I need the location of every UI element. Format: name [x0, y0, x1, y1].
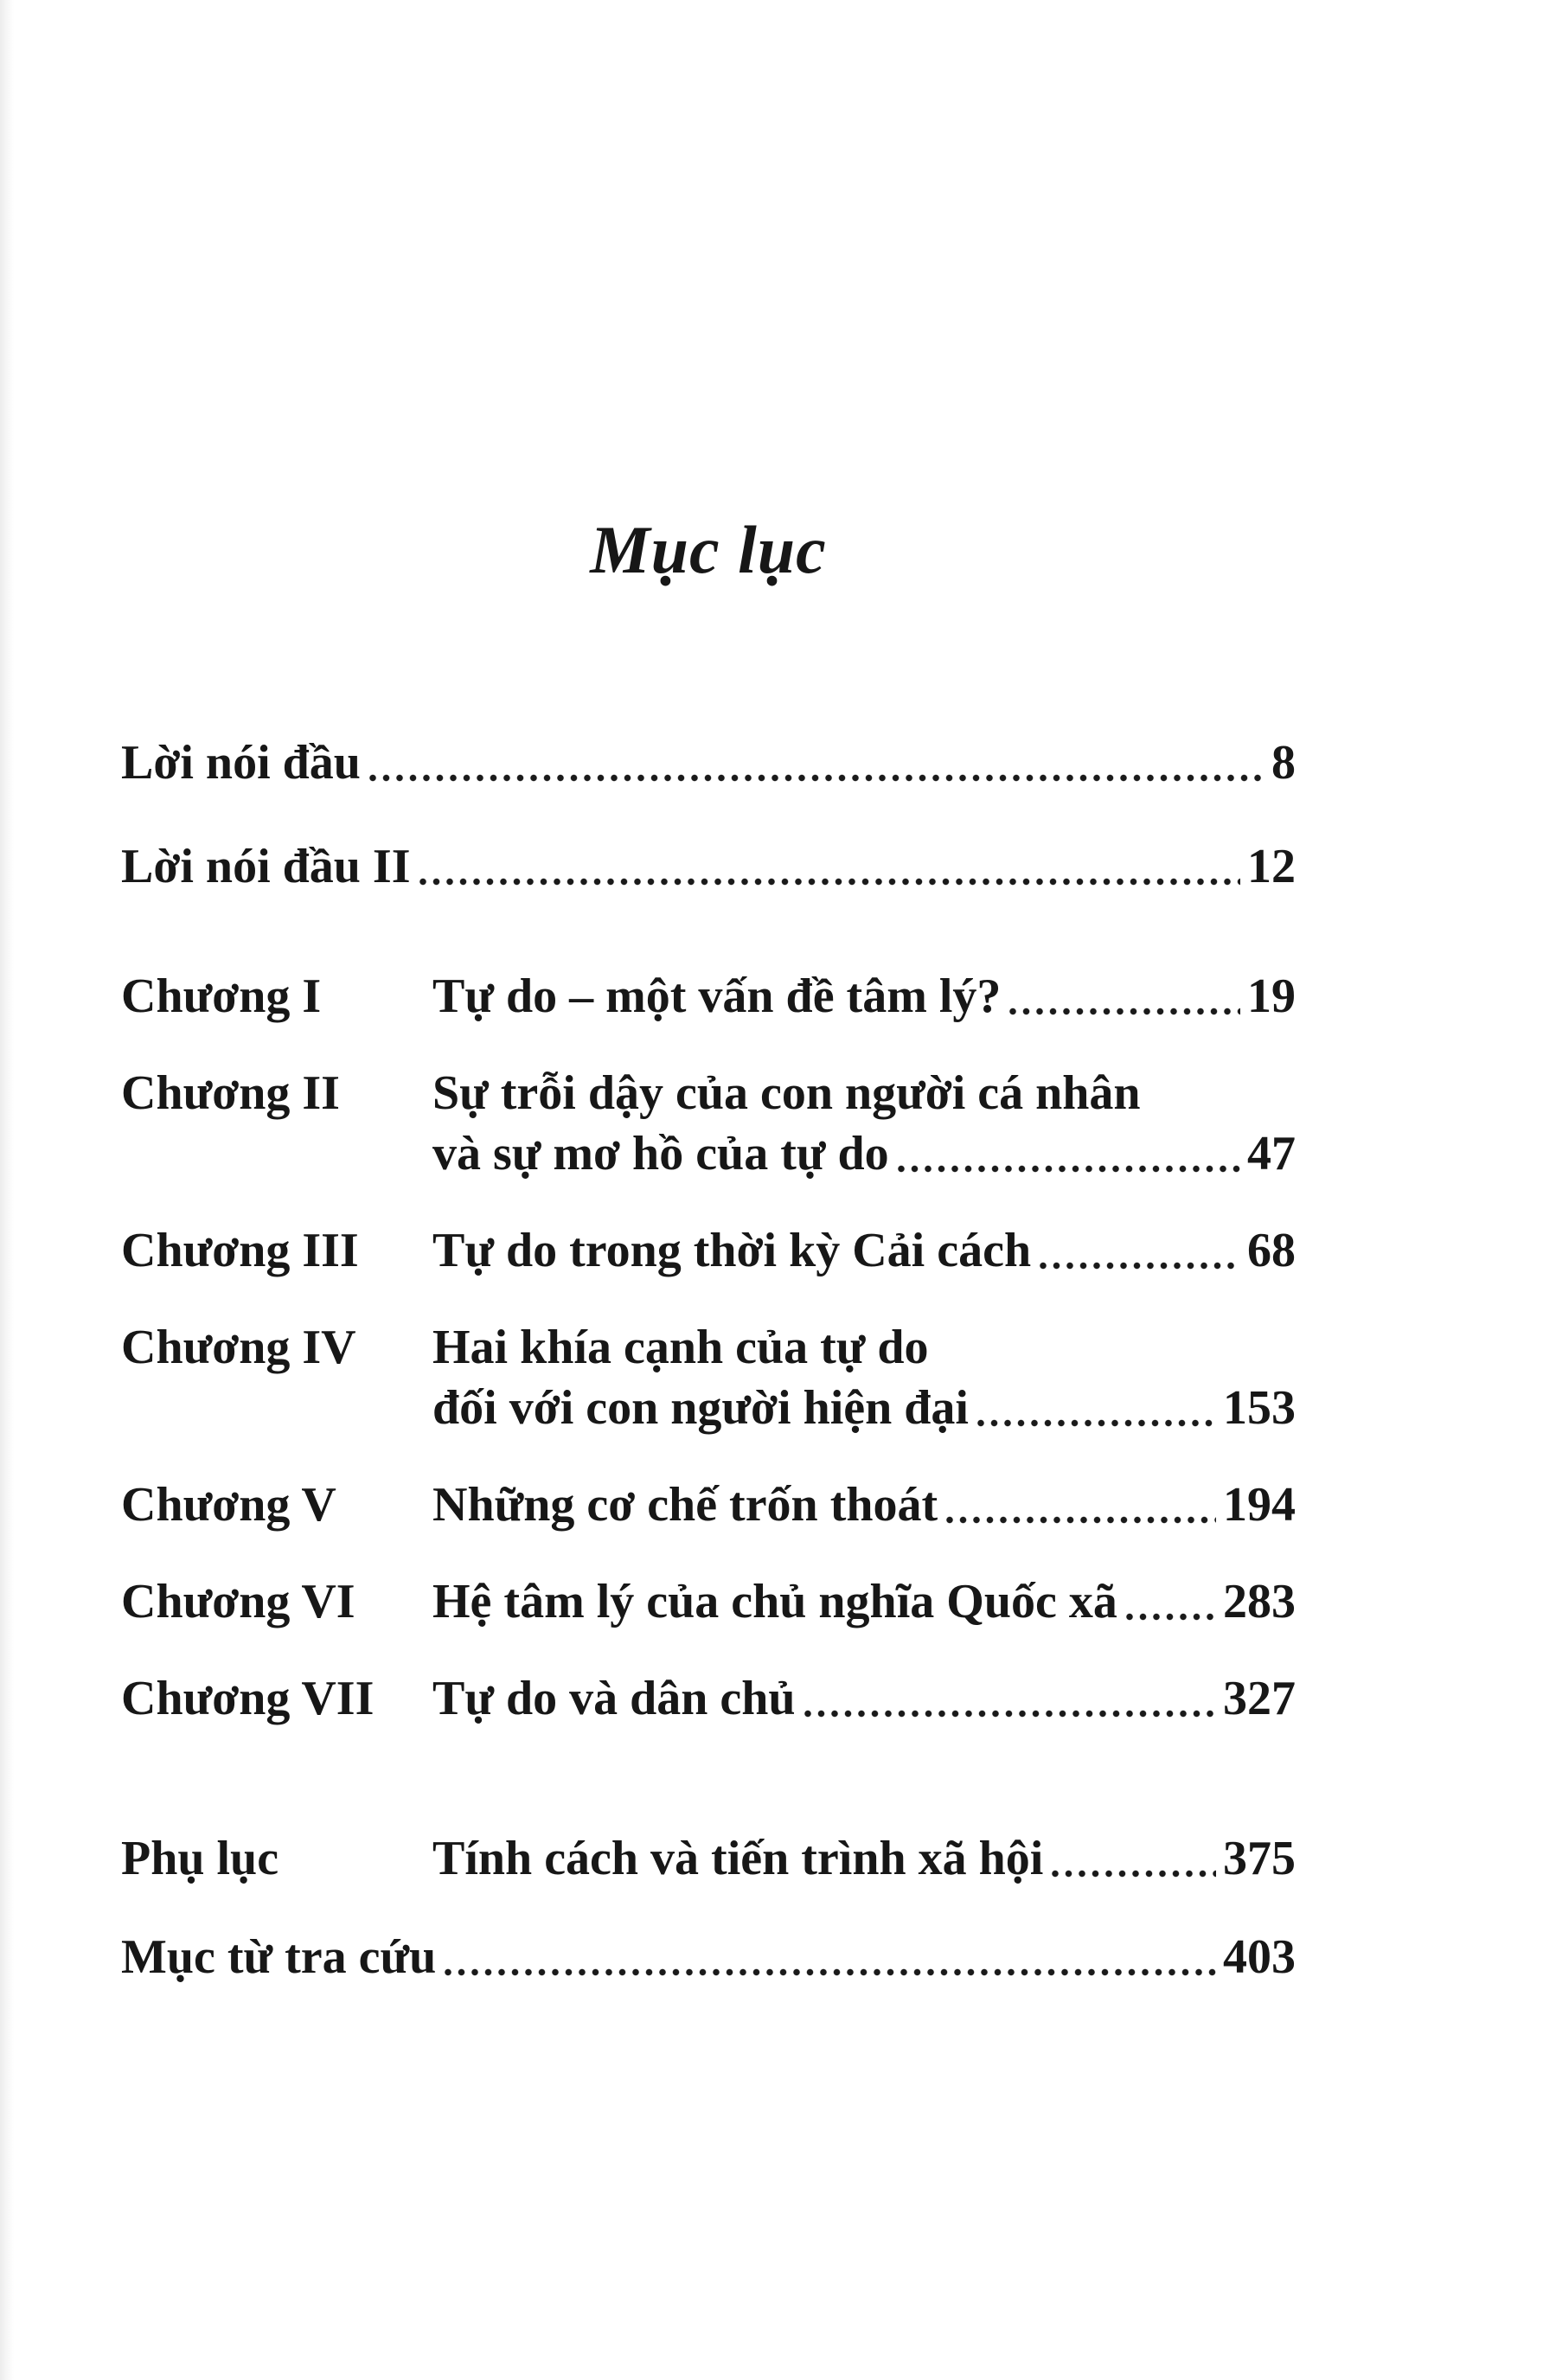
toc-entry-chapter-3 — [121, 1220, 1296, 1281]
page-number: 283 — [1223, 1575, 1296, 1628]
chapter-label: Chương II — [121, 1066, 340, 1120]
page-title: Mục lục — [590, 512, 827, 587]
entry-line — [432, 1571, 1296, 1632]
page-number: 12 — [1247, 840, 1296, 893]
page-number: 403 — [1223, 1930, 1296, 1984]
entry — [121, 836, 1296, 897]
chapter-label: Chương III — [121, 1224, 359, 1277]
toc-entry-chapter-7 — [121, 1668, 1296, 1729]
page-number: 8 — [1271, 736, 1296, 790]
chapter-label: Chương VII — [121, 1672, 375, 1725]
entry-title: Những cơ chế trốn thoát — [432, 1478, 938, 1532]
entry-line — [432, 1220, 1296, 1281]
dot-leader — [1052, 1870, 1216, 1878]
entry — [432, 1317, 1296, 1438]
page-number: 68 — [1247, 1224, 1296, 1277]
dot-leader — [419, 878, 1241, 886]
dot-leader — [445, 1968, 1216, 1976]
entry-title: Lời nói đầu II — [121, 840, 411, 893]
page-number: 327 — [1223, 1672, 1296, 1725]
entry-line — [121, 836, 1296, 897]
entry-line — [432, 1828, 1296, 1889]
page-number: 47 — [1247, 1127, 1296, 1180]
scan-edge-shadow — [0, 0, 14, 2380]
dot-leader — [898, 1165, 1240, 1173]
entry — [121, 733, 1296, 793]
entry — [432, 1828, 1296, 1889]
entry-line — [432, 1378, 1296, 1438]
toc-entry-chapter-5 — [121, 1475, 1296, 1535]
entry-title-continued: và sự mơ hồ của tự do — [432, 1127, 889, 1180]
chapter-label: Chương I — [121, 969, 322, 1023]
chapter-label: Chương IV — [121, 1321, 356, 1374]
entry-title: Sự trỗi dậy của con người cá nhân — [432, 1066, 1141, 1120]
page-number: 153 — [1223, 1381, 1296, 1435]
entry — [432, 1571, 1296, 1632]
entry-title: Hệ tâm lý của chủ nghĩa Quốc xã — [432, 1575, 1117, 1628]
toc-entry-chapter-4 — [121, 1317, 1296, 1438]
entry — [432, 1063, 1296, 1184]
dot-leader — [977, 1419, 1216, 1427]
toc-entry-appendix — [121, 1828, 1296, 1889]
chapter-label: Phụ lục — [121, 1832, 279, 1885]
entry-line — [432, 1123, 1296, 1184]
chapter-label: Chương VI — [121, 1575, 355, 1628]
toc-entry-chapter-1 — [121, 966, 1296, 1027]
toc-entry-front-matter-2 — [121, 836, 1296, 897]
toc-entry-chapter-6 — [121, 1571, 1296, 1632]
page-number: 194 — [1223, 1478, 1296, 1532]
dot-leader — [1126, 1613, 1216, 1621]
entry-line — [121, 1927, 1296, 1987]
entry-title: Tự do – một vấn đề tâm lý? — [432, 969, 1002, 1023]
dot-leader — [804, 1710, 1216, 1718]
dot-leader — [946, 1516, 1216, 1524]
entry-title: Tự do trong thời kỳ Cải cách — [432, 1224, 1032, 1277]
toc-entry-chapter-2 — [121, 1063, 1296, 1184]
dot-leader — [369, 774, 1264, 782]
toc-entry-front-matter-1 — [121, 733, 1296, 793]
entry-line — [432, 1063, 1296, 1123]
entry-line — [121, 733, 1296, 793]
entry — [432, 1220, 1296, 1281]
entry-line — [432, 1475, 1296, 1535]
chapter-label: Chương V — [121, 1478, 336, 1532]
entry-title: Tự do và dân chủ — [432, 1672, 796, 1725]
entry-title: Mục từ tra cứu — [121, 1930, 437, 1984]
page-number: 19 — [1247, 969, 1296, 1023]
entry-line — [432, 1317, 1296, 1378]
entry-title: Tính cách và tiến trình xã hội — [432, 1832, 1044, 1885]
entry — [432, 966, 1296, 1027]
dot-leader — [1040, 1262, 1240, 1270]
entry-title: Lời nói đầu — [121, 736, 361, 790]
toc-entry-index — [121, 1927, 1296, 1987]
entry — [432, 1475, 1296, 1535]
entry-line — [432, 1668, 1296, 1729]
entry-title: Hai khía cạnh của tự do — [432, 1321, 929, 1374]
entry-line — [432, 966, 1296, 1027]
entry-title-continued: đối với con người hiện đại — [432, 1381, 969, 1435]
dot-leader — [1009, 1008, 1240, 1015]
toc-content — [121, 0, 1296, 1987]
entry — [432, 1668, 1296, 1729]
page-number: 375 — [1223, 1832, 1296, 1885]
entry — [121, 1927, 1296, 1987]
